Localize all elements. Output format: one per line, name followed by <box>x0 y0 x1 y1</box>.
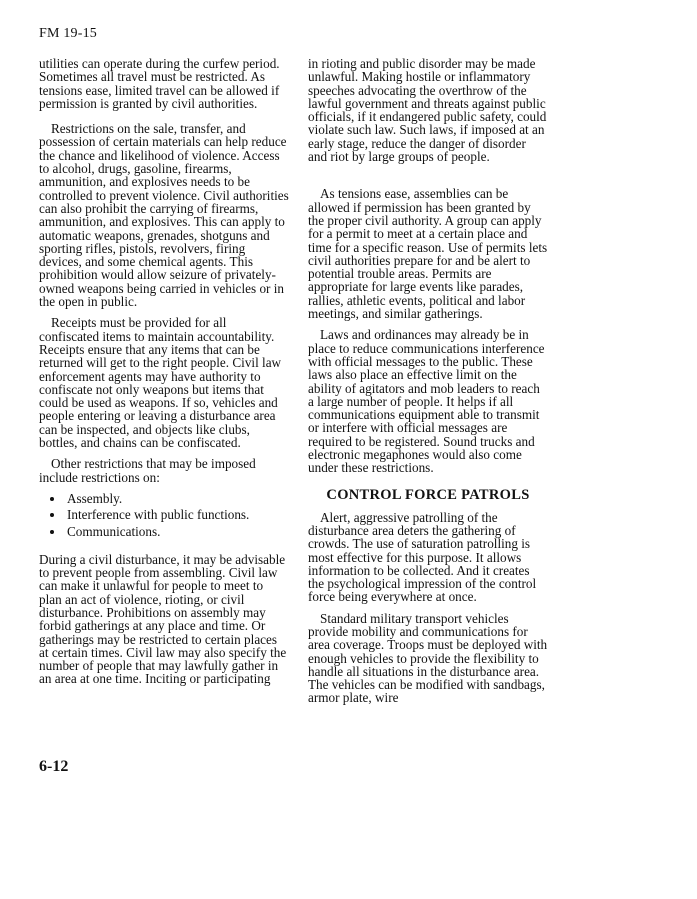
paragraph-communications-laws: Laws and ordinances may already be in place to reduce communications interference with official messages to the public. These laws also place an effective limit on the ability of agitators and mob leaders to reach a large number of people. It helps if all communications equipment able to transmit or interfere with official messages are required to be registered. Sound trucks and electronic megaphones would also come under these restrictions. <box>308 327 545 476</box>
paragraph-curfew-travel: utilities can operate during the curfew period. Sometimes all travel must be restricted. As tensions ease, limited travel can be allowed if permission is granted by civil authorities. <box>39 56 280 111</box>
paragraph-transport-vehicles: Standard military transport vehicles provide mobility and communications for area coverage. Troops must be deployed with enough vehicles to provide the flexibility to handle all situations in the disturbance area. The vehicles can be modified with sandbags, armor plate, wire <box>308 610 548 706</box>
paragraph-receipts: Receipts must be provided for all confiscated items to maintain accountability. Receipts ensure that any items that can be returned will get to the right people. Civil law enforcement agents may have authority to confiscate not only weapons but items that could be used as weapons. If so, vehicles and people entering or leaving a disturbance area can be inspected, and objects like clubs, bottles, and chains can be confiscated. <box>39 315 282 451</box>
paragraph-other-restrictions: Other restrictions that may be imposed include restrictions on: <box>39 456 256 485</box>
left-column <box>39 57 289 686</box>
list-item: • Assembly. <box>65 492 289 505</box>
paragraph-material-restrictions: Restrictions on the sale, transfer, and possession of certain materials can help reduce the chance and likelihood of violence. Access to alcohol, drugs, gasoline, firearms, ammunition, and explosives needs to be controlled to prevent violence. Civil authorities can also prohibit the carrying of firearms, ammunition, and explosives. This can apply to automatic weapons, grenades, shotguns and sporting rifles, pistols, revolvers, firing devices, and some chemical agents. This prohibition would allow seizure of privately-owned weapons being carried in vehicles or in the open in public. <box>39 121 289 310</box>
list-item: • Interference with public functions. <box>65 508 289 521</box>
paragraph-assembly: During a civil disturbance, it may be advisable to prevent people from assembling. Civil law can make it unlawful for people to meet to plan an act of violence, rioting, or civil disturbance. Prohibitions on assembly may forbid gatherings at any place and time. Or gatherings may be restricted to certain places at certain times. Civil law may also specify the number of people that may lawfully gather in an area at one time. Inciting or participating <box>39 551 287 687</box>
restrictions-list <box>39 492 289 538</box>
list-item: • Communications. <box>65 525 289 538</box>
paragraph-permits: As tensions ease, assemblies can be allowed if permission has been granted by the proper civil authority. A group can apply for a permit to meet at a certain place and time for a specific reason. Use of permits lets civil authorities prepare for and be alert to potential trouble areas. Permits are appropriate for large events like parades, rallies, athletic events, political and labor meetings, and similar gatherings. <box>308 186 548 322</box>
paragraph-rioting-laws: in rioting and public disorder may be made unlawful. Making hostile or inflammatory speeches advocating the overthrow of the lawful government and threats against public officials, if it endangered public safety, could violate such law. Such laws, if imposed at an early stage, reduce the danger of disorder and riot by large groups of people. <box>308 56 547 165</box>
right-column <box>308 57 548 705</box>
page-number: 6-12 <box>39 758 69 775</box>
section-heading: CONTROL FORCE PATROLS <box>326 486 530 503</box>
paragraph-patrolling: Alert, aggressive patrolling of the disturbance area deters the gathering of crowds. The use of saturation patrolling is most effective for this purpose. It allows information to be collected. And it creates the psychological impression of the control force being everywhere at once. <box>308 509 537 605</box>
manual-header: FM 19-15 <box>39 26 97 41</box>
